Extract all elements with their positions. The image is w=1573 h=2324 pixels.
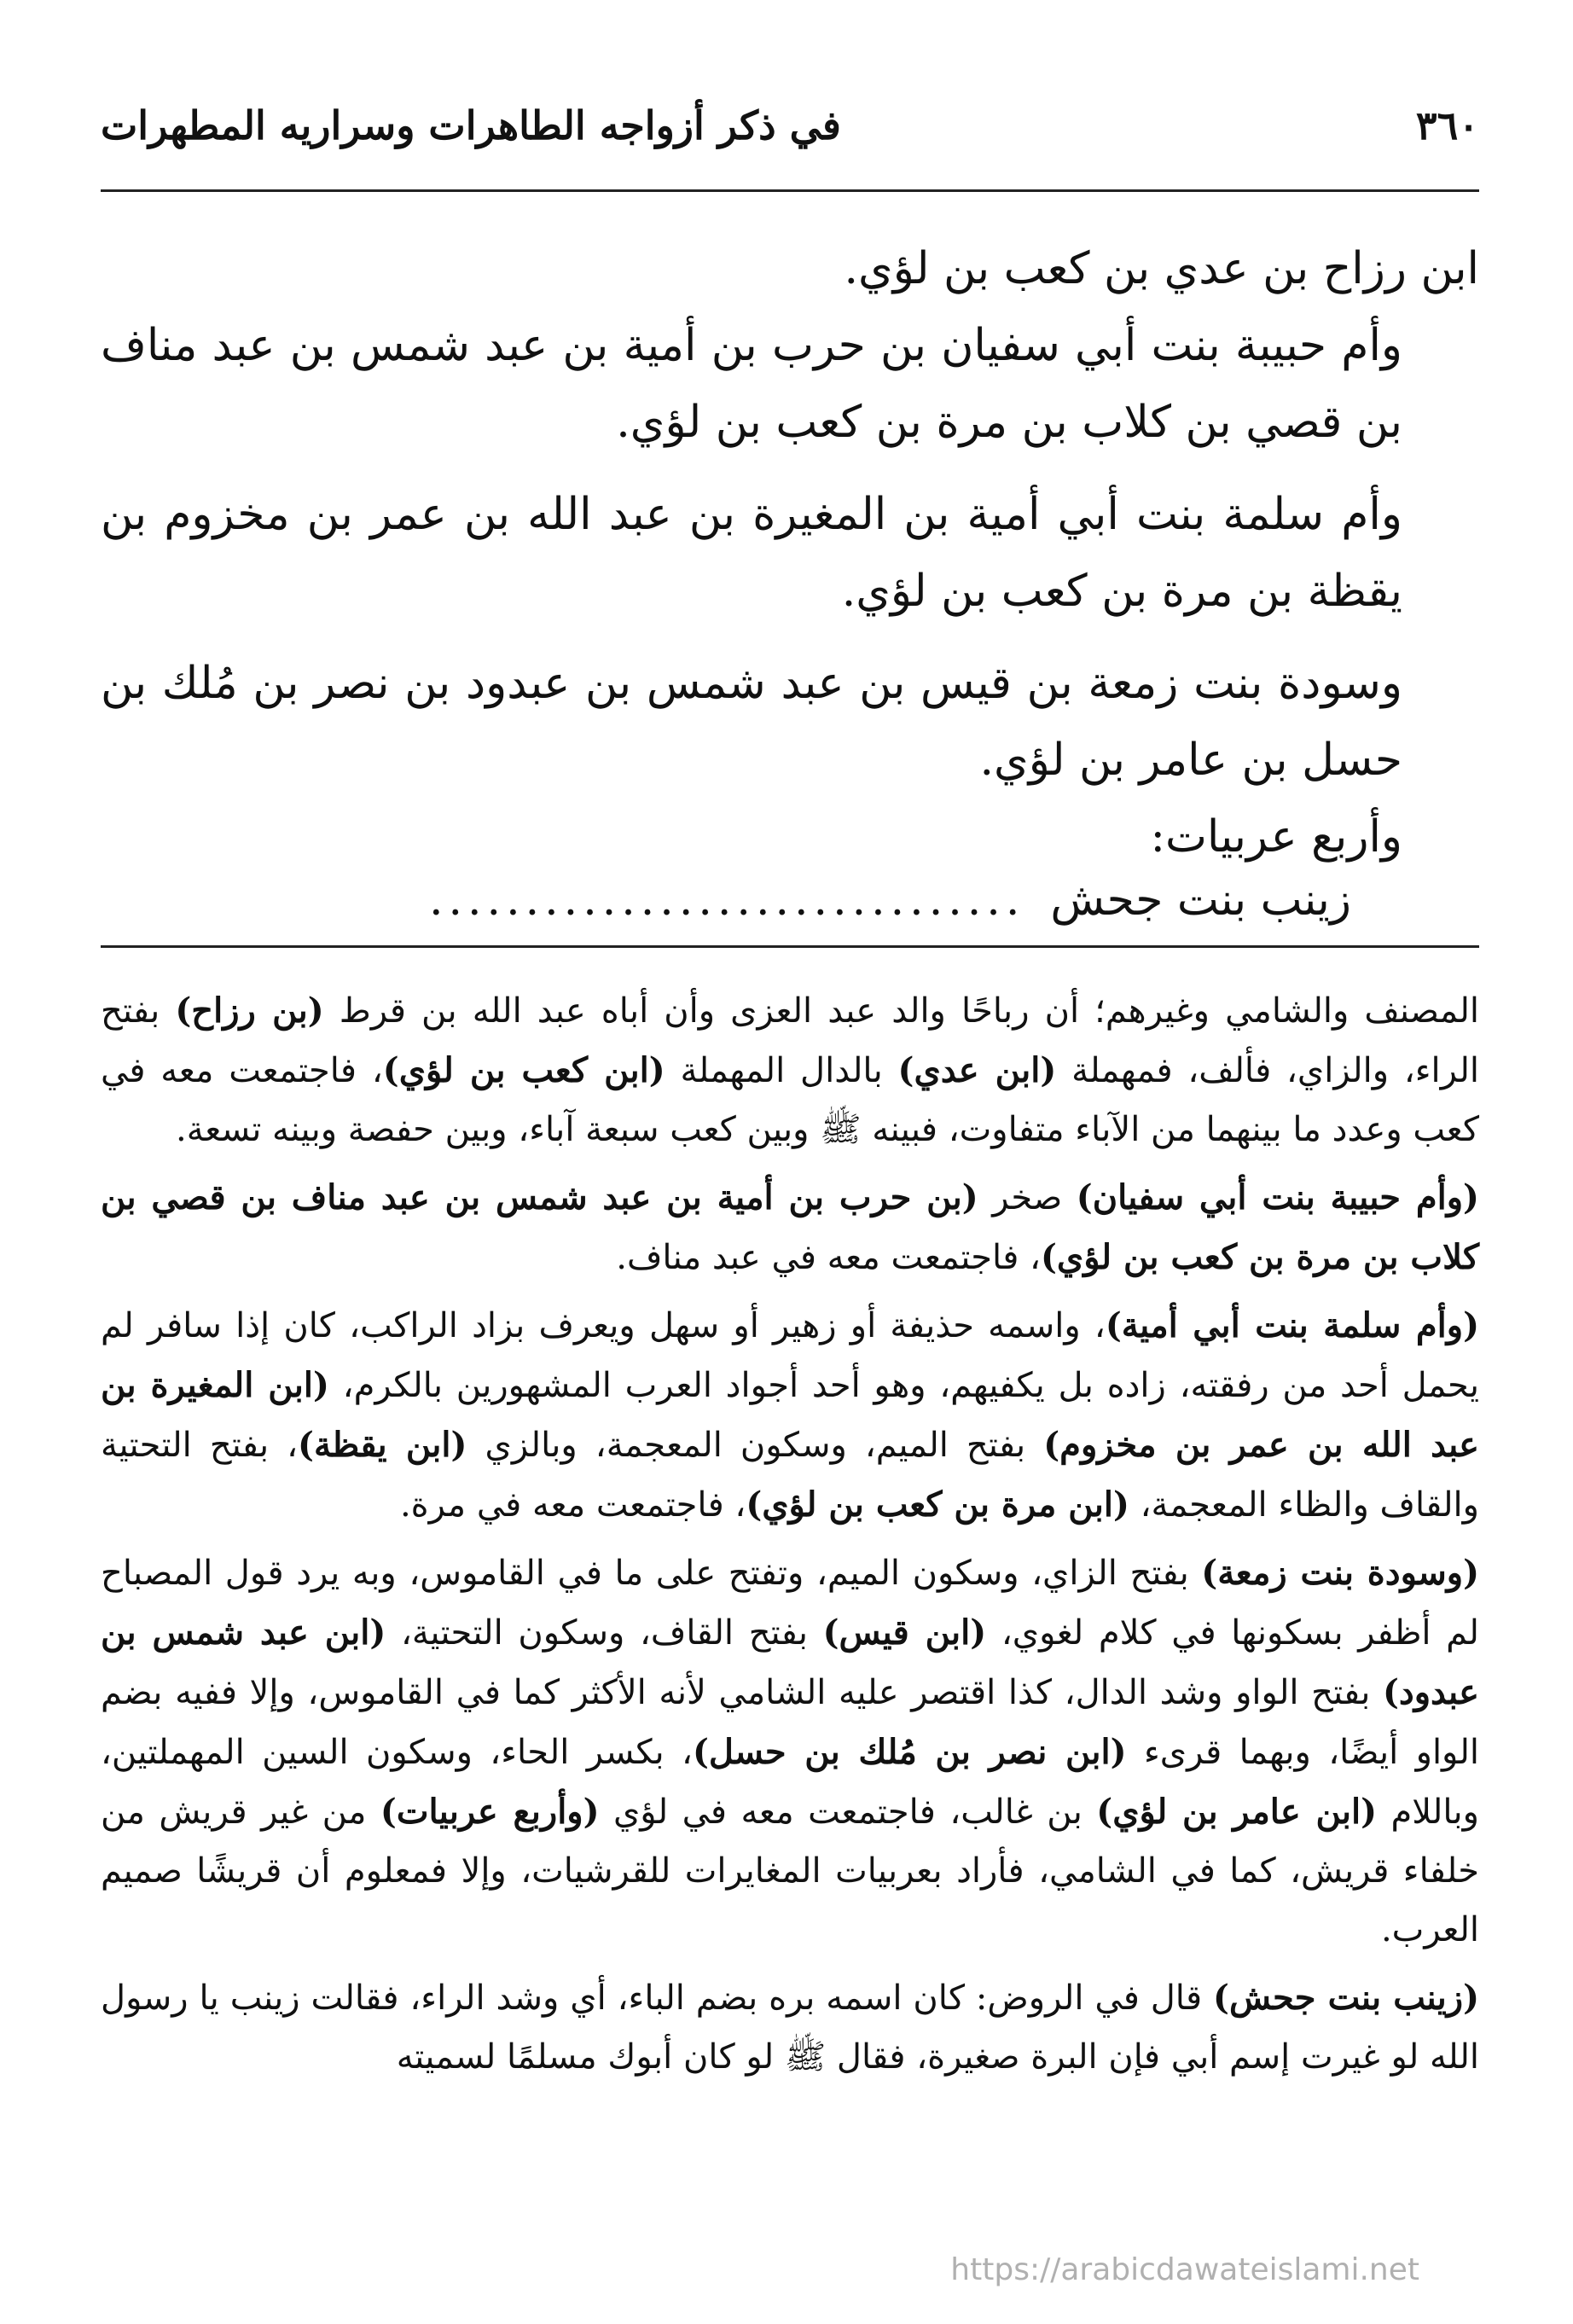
text-run: صخر: [978, 1178, 1077, 1217]
text-run: بالدال المهملة: [665, 1051, 898, 1090]
text-run: بن غالب، فاجتمعت معه في لؤي: [599, 1792, 1097, 1832]
lemma: (ابن نصر بن مُلك بن حسل): [692, 1732, 1127, 1772]
text-run: المصنف والشامي وغيرهم؛ أن رباحًا والد عبد العزى وأن أباه عبد الله بن قرط: [323, 991, 1479, 1031]
main-text: [101, 230, 1479, 875]
text-run: ، واسمه حذيفة أو زهير أو سهل ويعرف بزاد الراكب، كان إذا سافر لم يحمل أحد من رفقته، زاده بل يكفيهم، وهو أحد أجواد العرب المشهورين بالكرم،: [101, 1306, 1480, 1405]
main-line: وأربع عربيات:: [1150, 811, 1402, 863]
commentary-paragraph: [101, 1543, 1479, 1960]
text-run: بفتح الراء، والزاي، فألف، فمهملة: [101, 991, 1480, 1090]
text-run: بفتح الواو وشد الدال، كذا اقتصر عليه الشامي لأنه الأكثر كما في القاموس، وإلا ففيه بضم الواو أيضًا، وبهما قرىء: [101, 1673, 1480, 1772]
footnote-rule: [101, 945, 1479, 948]
text-run: ، فاجتمعت معه في عبد مناف.: [616, 1238, 1041, 1277]
text-run: بفتح الزاي، وسكون الميم، وتفتح على ما في القاموس، وبه يرد قول المصباح لم أظفر بسكونها في كلام لغوي،: [101, 1554, 1479, 1653]
lemma: (وسودة بنت زمعة): [1201, 1553, 1479, 1593]
header-rule: [101, 189, 1479, 192]
commentary-paragraph: [101, 1296, 1479, 1535]
lemma: (ابن عبد شمس بن عبدود): [101, 1612, 1479, 1712]
text-run: قال في الروض: كان اسمه بره بضم الباء، أي وشد الراء، فقالت زينب يا رسول الله لو غيرت إسم أبي فإن البرة صغيرة، فقال ﷺ لو كان أبوك مسلمًا لسميته: [101, 1978, 1479, 2077]
text-run: ، فاجتمعت معه في مرة.: [399, 1485, 746, 1525]
commentary-paragraph: [101, 981, 1479, 1159]
commentary: [101, 981, 1479, 2095]
lemma: (ابن عدي): [897, 1050, 1057, 1090]
dot-leader: ...............................: [428, 874, 1025, 926]
lemma: (وأم حبيبة بنت أبي سفيان): [1076, 1177, 1479, 1217]
page-number: ٣٦٠: [1415, 102, 1479, 148]
lemma: (ابن المغيرة بن عبد الله بن عمر بن مخزوم): [101, 1365, 1480, 1465]
main-paragraph: وأم حبيبة بنت أبي سفيان بن حرب بن أمية بن عبد شمس بن عبد مناف بن قصي بن كلاب بن مرة بن كعب بن لؤي.: [101, 320, 1402, 448]
lemma: (ابن قيس): [822, 1612, 987, 1653]
text-run: ، بفتح التحتية والقاف والظاء المعجمة،: [101, 1426, 1479, 1525]
running-title: في ذكر أزواجه الطاهرات وسراريه المطهرات: [101, 102, 841, 148]
text-run: ، فاجتمعت معه في كعب وعدد ما بينهما من الآباء متفاوت، فبينه ﷺ وبين كعب سبعة آباء، وبين حفصة وبينه تسعة.: [101, 1051, 1479, 1149]
lemma: (زينب بنت جحش): [1213, 1978, 1479, 2018]
lemma: (بن رزاح): [175, 991, 324, 1031]
lemma: (بن حرب بن أمية بن عبد شمس بن عبد مناف بن قصي بن كلاب بن مرة بن كعب بن لؤي): [101, 1177, 1479, 1277]
lemma: (وأربع عربيات): [380, 1792, 600, 1832]
main-line: ابن رزاح بن عدي بن كعب بن لؤي.: [844, 243, 1479, 294]
page-header: [101, 96, 1479, 155]
lemma: (وأم سلمة بنت أبي أمية): [1105, 1305, 1479, 1345]
text-run: ، بكسر الحاء، وسكون السين المهملتين، وباللام: [101, 1733, 1479, 1832]
lemma: (ابن يقظة): [298, 1425, 467, 1465]
list-item: [101, 862, 1351, 938]
main-paragraph: وأم سلمة بنت أبي أمية بن المغيرة بن عبد الله بن عمر بن مخزوم بن يقظة بن مرة بن كعب بن لؤي.: [101, 489, 1402, 617]
lemma: (ابن عامر بن لؤي): [1096, 1792, 1378, 1832]
text-run: بفتح الميم، وسكون المعجمة، وبالزي: [467, 1426, 1044, 1465]
text-run: بفتح القاف، وسكون التحتية،: [386, 1613, 823, 1653]
watermark-url: https://arabicdawateislami.net: [950, 2252, 1419, 2287]
commentary-paragraph: [101, 1168, 1479, 1287]
main-paragraph: وسودة بنت زمعة بن قيس بن عبد شمس بن عبدود بن نصر بن مُلك بن حسل بن عامر بن لؤي.: [101, 658, 1402, 786]
lemma: (ابن مرة بن كعب بن لؤي): [746, 1484, 1129, 1525]
commentary-paragraph: [101, 1968, 1479, 2087]
text-run: من غير قريش من خلفاء قريش، كما في الشامي، فأراد بعربيات المغايرات للقرشيات، وإلا فمعلوم أن قريشًا صميم العرب.: [101, 1792, 1479, 1949]
list-item-name: زينب بنت جحش: [1050, 874, 1351, 926]
lemma: (ابن كعب بن لؤي): [382, 1050, 665, 1090]
